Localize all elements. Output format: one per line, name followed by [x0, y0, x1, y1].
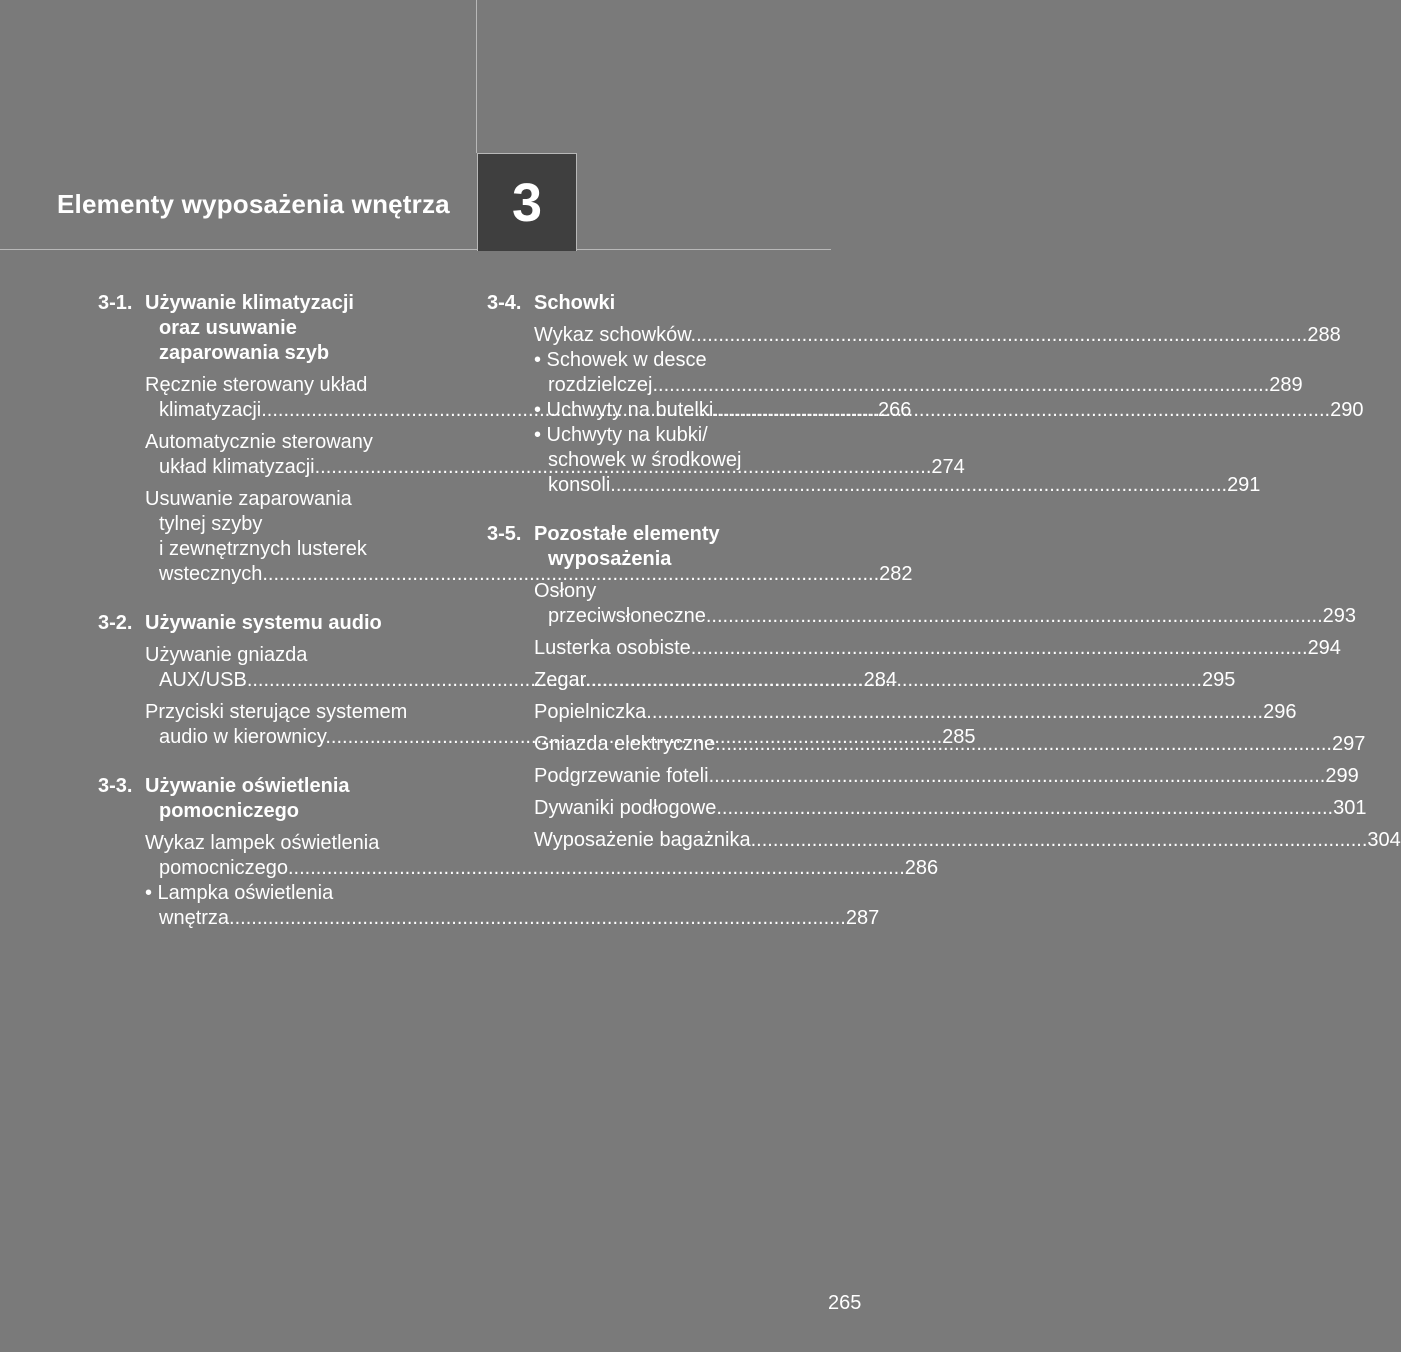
toc-entry-text: • Uchwyty na butelki — [534, 399, 714, 421]
dot-leader — [610, 474, 1227, 496]
toc-entry-leader-line — [534, 323, 1341, 348]
toc-page-number: 293 — [1322, 605, 1357, 627]
toc-entry[interactable] — [534, 636, 1341, 661]
page-number: 265 — [828, 1292, 862, 1314]
toc-entry[interactable] — [145, 881, 880, 931]
toc-page-number: 288 — [1307, 324, 1341, 346]
toc-entry-leader-line — [534, 473, 1261, 498]
toc-entry-text: Podgrzewanie foteli — [534, 765, 709, 787]
dot-leader — [713, 399, 1330, 421]
toc-page-number: 266 — [878, 399, 912, 421]
toc-entry-leader-line — [534, 636, 1341, 661]
section-number: 3-1. — [98, 292, 133, 314]
vertical-rule — [476, 0, 477, 153]
toc-page-number: 287 — [845, 907, 880, 929]
horizontal-rule — [0, 249, 831, 250]
toc-entry-text: audio w kierownicy — [159, 726, 326, 748]
dot-leader — [706, 605, 1323, 627]
toc-entry-leader-line — [534, 373, 1303, 398]
toc-entry[interactable] — [534, 323, 1341, 348]
toc-entry-text: układ klimatyzacji — [159, 456, 315, 478]
toc-entry-leader-line — [145, 562, 913, 587]
dot-leader — [751, 829, 1368, 851]
toc-entry-text: pomocniczego — [159, 857, 288, 879]
toc-entry-text: • Lampka oświetlenia — [145, 882, 334, 904]
toc-entry-leader-line — [145, 906, 880, 931]
toc-page-number: 290 — [1330, 399, 1364, 421]
toc-entry-text: Usuwanie zaparowania — [145, 488, 352, 510]
dot-leader — [585, 669, 1202, 691]
toc-page-number: 296 — [1263, 701, 1297, 723]
toc-entry-leader-line — [534, 764, 1359, 789]
toc-page-number: 291 — [1227, 474, 1261, 496]
toc-entry-text: • Uchwyty na kubki/ — [534, 424, 708, 446]
chapter-number: 3 — [511, 172, 543, 233]
section-title — [534, 291, 829, 316]
toc-entry-text: Przyciski sterujące systemem — [145, 701, 408, 723]
toc-page-number: 299 — [1325, 765, 1359, 787]
toc-entry-text: Używanie gniazda — [145, 644, 308, 666]
toc-entry-text: • Schowek w desce — [534, 349, 707, 371]
toc-entry-text: Osłony — [534, 580, 597, 602]
toc-page-number: 297 — [1332, 733, 1366, 755]
toc-entry-text: Gniazda elektryczne — [534, 733, 716, 755]
section-title-line: zaparowania szyb — [159, 342, 330, 364]
dot-leader — [691, 637, 1308, 659]
section-number: 3-3. — [98, 775, 133, 797]
toc-entry-text: Zegar — [534, 669, 586, 691]
section-number: 3-4. — [487, 292, 522, 314]
section-heading — [487, 291, 829, 316]
section-title-line: Używanie oświetlenia — [145, 775, 350, 797]
toc-entry-text: AUX/USB — [159, 669, 247, 691]
chapter-title: Elementy wyposażenia wnętrza — [57, 189, 450, 219]
dot-leader — [652, 374, 1269, 396]
toc-page-number: 301 — [1333, 797, 1367, 819]
toc-entry-text: wstecznych — [159, 563, 263, 585]
toc-entry-text: Lusterka osobiste — [534, 637, 691, 659]
section-title-line: Pozostałe elementy — [534, 523, 720, 545]
section-title-line: wyposażenia — [548, 548, 672, 570]
section-number: 3-2. — [98, 612, 133, 634]
toc-entry-leader-line — [534, 796, 1367, 821]
toc-entry-text: Wyposażenie bagażnika — [534, 829, 751, 851]
toc-entry-leader-line — [534, 700, 1297, 725]
toc-entry-text: konsoli — [548, 474, 611, 496]
section-heading — [98, 774, 440, 824]
toc-entry-text: Wykaz lampek oświetlenia — [145, 832, 380, 854]
section-title-line: Używanie klimatyzacji — [145, 292, 354, 314]
section-title — [145, 291, 440, 366]
toc-entry-text: wnętrza — [159, 907, 230, 929]
toc-entry-text: i zewnętrznych lusterek — [159, 538, 367, 560]
toc-entry-leader-line — [145, 856, 939, 881]
toc-entry-text: tylnej szyby — [159, 513, 263, 535]
toc-entry-text: Automatycznie sterowany — [145, 431, 373, 453]
toc-entry-text: Popielniczka — [534, 701, 647, 723]
toc-entry-text: Dywaniki podłogowe — [534, 797, 717, 819]
section-title-line: Używanie systemu audio — [145, 612, 382, 634]
toc-entry[interactable] — [534, 700, 1297, 725]
section-heading — [98, 291, 440, 366]
section-number: 3-5. — [487, 523, 522, 545]
section-title-line: pomocniczego — [159, 800, 300, 822]
toc-page-number: 295 — [1201, 669, 1236, 691]
section-title-line: oraz usuwanie — [159, 317, 297, 339]
section-title — [145, 611, 440, 636]
dot-leader — [716, 797, 1333, 819]
dot-leader — [715, 733, 1332, 755]
toc-entry[interactable] — [534, 796, 1367, 821]
toc-entry-text: Ręcznie sterowany układ — [145, 374, 368, 396]
chapter-number-box — [477, 153, 577, 251]
toc-entry-text: klimatyzacji — [159, 399, 262, 421]
toc-page-number: 274 — [931, 456, 965, 478]
section-heading — [98, 611, 440, 636]
toc-page-number: 286 — [904, 857, 939, 879]
dot-leader — [691, 324, 1308, 346]
toc-entry[interactable] — [534, 828, 1401, 853]
section-title — [534, 522, 829, 572]
section-heading — [487, 522, 829, 572]
toc-entry-text: rozdzielczej — [548, 374, 653, 396]
toc-entry-leader-line — [534, 604, 1357, 629]
toc-page-number: 289 — [1269, 374, 1303, 396]
toc-entry-text: schowek w środkowej — [548, 449, 742, 471]
toc-entry[interactable] — [534, 348, 1303, 398]
toc-entry-text: Wykaz schowków — [534, 324, 691, 346]
dot-leader — [709, 765, 1326, 787]
dot-leader — [646, 701, 1263, 723]
toc-page-number: 284 — [863, 669, 897, 691]
dot-leader — [229, 907, 846, 929]
toc-entry[interactable] — [534, 579, 1357, 629]
toc-page-number: 282 — [879, 563, 913, 585]
toc-entry[interactable] — [534, 764, 1359, 789]
toc-entry-leader-line — [534, 828, 1401, 853]
section-title-line: Schowki — [534, 292, 616, 314]
toc-page-number: 285 — [942, 726, 976, 748]
toc-page-number: 304 — [1367, 829, 1401, 851]
section-title — [145, 774, 440, 824]
toc-page-number: 294 — [1307, 637, 1341, 659]
toc-entry-text: przeciwsłoneczne — [548, 605, 706, 627]
